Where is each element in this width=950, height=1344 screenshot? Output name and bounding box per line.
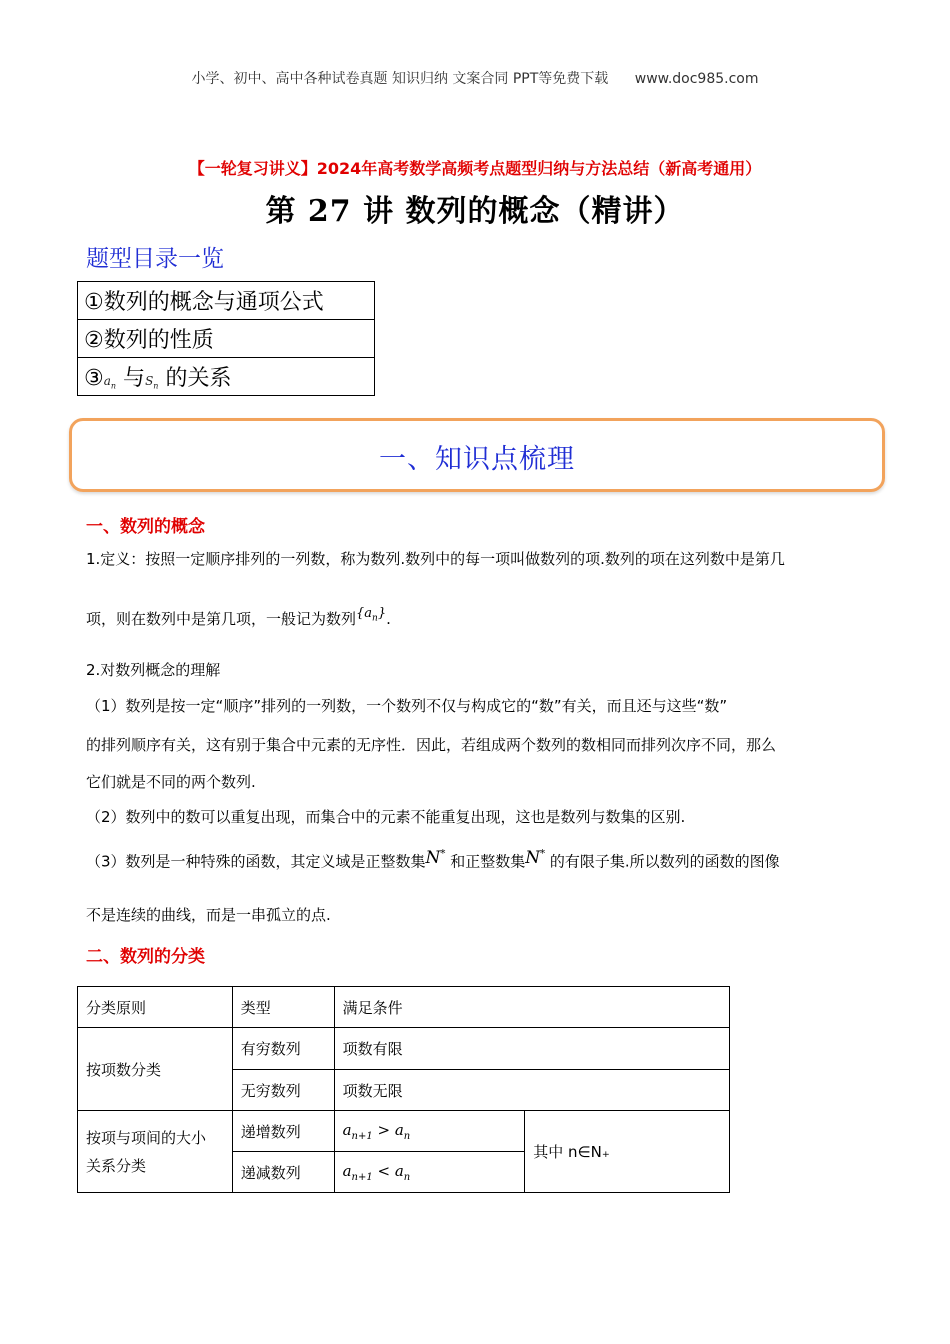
math-n: N	[425, 847, 441, 868]
math-sub: n	[403, 1171, 411, 1183]
math-a: a	[103, 374, 111, 388]
math-op: <	[372, 1161, 395, 1180]
header-cell: 类型	[232, 987, 334, 1028]
math-sub: n	[153, 381, 159, 391]
type-cell: 有穷数列	[232, 1028, 334, 1070]
math-star: *	[440, 848, 446, 859]
p3-text-a: （3）数列是一种特殊的函数，其定义域是正整数集	[86, 852, 426, 871]
toc-item-3-mid: 与	[123, 366, 146, 391]
classify-heading: 二、数列的分类	[86, 947, 205, 967]
p3-text-c: 的有限子集.所以数列的函数的图像	[549, 852, 780, 871]
p1-line-2: 的排列顺序有关，这有别于集合中元素的无序性．因此，若组成两个数列的数相同而排列次序不同，那么	[86, 736, 777, 754]
def-line-2-text: 项，则在数列中是第几项，一般记为数列	[86, 610, 357, 628]
def-math	[356, 606, 387, 624]
def-end: .	[386, 610, 391, 628]
series-title: 【一轮复习讲义】2024年高考数学高频考点题型归纳与方法总结（新高考通用）	[188, 159, 762, 178]
principle-line-2: 关系分类	[86, 1156, 147, 1175]
math-sub: n+1	[351, 1171, 373, 1183]
classify-table	[77, 986, 730, 1193]
math-sub: n	[403, 1130, 411, 1142]
p3-line-1	[86, 848, 780, 872]
math-sub: n	[372, 613, 378, 624]
section-banner-title: 一、知识点梳理	[379, 444, 575, 475]
type-cell: 递增数列	[232, 1111, 334, 1152]
toc-item-3-suffix: 的关系	[165, 366, 232, 391]
math-decreasing	[342, 1161, 411, 1183]
toc-heading: 题型目录一览	[86, 246, 224, 272]
toc-item	[78, 358, 375, 396]
header-cell: 分类原则	[78, 987, 233, 1028]
math-star: *	[540, 848, 546, 859]
page-header	[0, 68, 950, 88]
condition-cell: 项数有限	[334, 1028, 729, 1070]
def-line-1: 1.定义：按照一定顺序排列的一列数，称为数列.数列中的每一项叫做数列的项.数列的项在这列数中是第几	[86, 550, 785, 568]
concept-heading: 一、数列的概念	[86, 517, 205, 537]
condition-cell	[334, 1111, 525, 1152]
table-row	[78, 1028, 730, 1070]
p1-line-3: 它们就是不同的两个数列.	[86, 773, 256, 791]
p3-line-2: 不是连续的曲线，而是一串孤立的点.	[86, 906, 331, 924]
header-site: www.doc985.com	[634, 71, 759, 87]
toc-table	[77, 281, 375, 396]
principle-cell	[78, 1111, 233, 1193]
math-n-star	[426, 848, 446, 868]
header-cell: 满足条件	[334, 987, 729, 1028]
toc-item	[78, 320, 375, 358]
toc-item-1: ①数列的概念与通项公式	[78, 282, 375, 320]
math-a: a	[394, 1120, 404, 1139]
p1-line-1: （1）数列是按一定“顺序”排列的一列数，一个数列不仅与构成它的“数”有关，而且还与这些“数”	[86, 697, 728, 715]
math-a: a	[394, 1161, 404, 1180]
understand-heading: 2.对数列概念的理解	[86, 661, 221, 679]
toc-item-3	[78, 358, 375, 396]
toc-math-s	[145, 374, 159, 391]
math-sub: n+1	[351, 1130, 373, 1142]
condition-cell	[334, 1152, 525, 1193]
table-row	[78, 987, 730, 1028]
def-line-2	[86, 606, 391, 636]
math-brace: {a	[356, 606, 373, 621]
p2-line: （2）数列中的数可以重复出现，而集合中的元素不能重复出现，这也是数列与数集的区别.	[86, 808, 686, 826]
principle-line-1: 按项与项间的大小	[86, 1128, 207, 1147]
toc-item	[78, 282, 375, 320]
math-n-star	[525, 848, 545, 868]
math-s: S	[145, 374, 154, 388]
math-a: a	[342, 1120, 352, 1139]
math-increasing	[342, 1120, 411, 1142]
toc-item-2: ②数列的性质	[78, 320, 375, 358]
condition-cell: 项数无限	[334, 1070, 729, 1111]
note-cell: 其中 n∈N₊	[525, 1111, 730, 1193]
math-a: a	[342, 1161, 352, 1180]
header-text: 小学、初中、高中各种试卷真题 知识归纳 文案合同 PPT等免费下载	[191, 71, 609, 87]
type-cell: 递减数列	[232, 1152, 334, 1193]
p3-text-b: 和正整数集	[450, 852, 526, 871]
type-cell: 无穷数列	[232, 1070, 334, 1111]
math-sub: n	[110, 381, 117, 391]
math-op: >	[372, 1120, 395, 1139]
table-row	[78, 1111, 730, 1152]
toc-item-3-prefix: ③	[84, 366, 104, 391]
page-title: 第 27 讲 数列的概念（精讲）	[265, 194, 685, 229]
toc-math-a	[103, 374, 117, 391]
math-brace-end: }	[377, 606, 387, 621]
principle-cell: 按项数分类	[78, 1028, 233, 1111]
math-n: N	[525, 847, 541, 868]
